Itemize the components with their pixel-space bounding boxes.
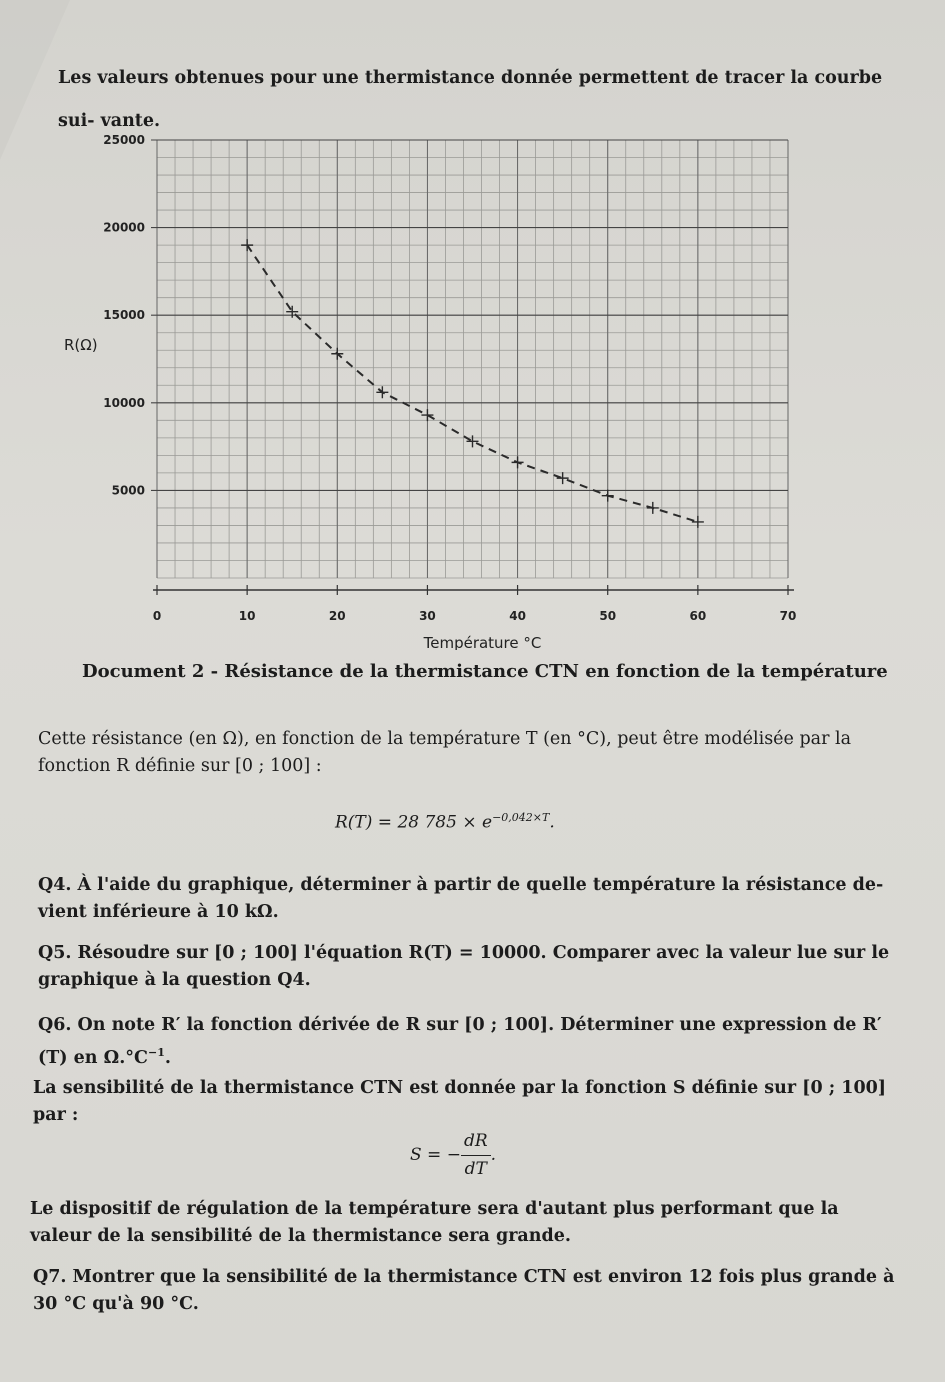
intro-text: Les valeurs obtenues pour une thermistance donnée permettent de tracer la courbe sui- vante. <box>58 68 883 131</box>
model-formula <box>335 804 555 837</box>
resistance-chart <box>50 120 810 650</box>
x-tick-label: 70 <box>779 609 797 623</box>
question-q6 <box>38 1012 898 1072</box>
y-tick-label: 25000 <box>103 133 145 147</box>
question-q5 <box>38 940 898 994</box>
series-line <box>247 245 698 522</box>
formula-lhs: R(T) = 28 785 × e <box>335 812 493 833</box>
x-tick-label: 50 <box>599 609 617 623</box>
q7-text: Montrer que la sensibilité de la thermistance CTN est environ 12 fois plus grande à 30 °C qu'à 90 °C. <box>33 1267 895 1314</box>
x-tick-label: 0 <box>152 609 162 623</box>
formula-exponent: −0,042×T <box>492 811 550 824</box>
x-tick-label: 20 <box>328 609 346 623</box>
sens-frac-num: dR <box>461 1128 491 1156</box>
chart-minor-grid <box>157 140 788 578</box>
q6-label: Q6. <box>38 1015 72 1035</box>
figure-caption: Document 2 - Résistance de la thermistance CTN en fonction de la température <box>82 661 888 682</box>
data-point <box>692 516 704 528</box>
q4-text: À l'aide du graphique, déterminer à partir de quelle température la résistance de- vient inférieure à 10 kΩ. <box>38 875 884 922</box>
data-point <box>647 502 659 514</box>
chart-ticks <box>103 133 796 623</box>
y-tick-label: 15000 <box>103 308 145 323</box>
x-tick-label: 40 <box>509 609 526 623</box>
sens-fraction <box>461 1128 491 1183</box>
data-point <box>376 386 388 398</box>
q6-text: On note R′ la fonction dérivée de R sur [0 ; 100]. Déterminer une expression de R′(T) en Ω.°C <box>38 1015 882 1068</box>
model-text: Cette résistance (en Ω), en fonction de la température T (en °C), peut être modélisée par la fonction R définie sur [0 ; 100] : <box>38 729 852 776</box>
data-point <box>557 472 569 484</box>
sens-frac-den: dT <box>464 1159 487 1179</box>
data-point <box>467 435 479 447</box>
sens-lhs: S = − <box>410 1145 461 1165</box>
q4-label: Q4. <box>38 875 72 895</box>
data-point <box>241 239 253 251</box>
data-point <box>512 456 524 468</box>
q6-end: . <box>164 1047 171 1068</box>
q6-unit-exponent: −1 <box>147 1046 165 1059</box>
chart-series <box>241 239 704 528</box>
q5-label: Q5. <box>38 943 72 963</box>
x-tick-label: 30 <box>419 609 436 623</box>
question-q4 <box>38 872 898 926</box>
y-tick-label: 10000 <box>103 395 145 410</box>
regulation-text: Le dispositif de régulation de la température sera d'autant plus performant que la valeur de la sensibilité de la thermistance sera grande. <box>30 1199 839 1246</box>
sens-end: . <box>490 1145 497 1165</box>
x-tick-label: 10 <box>238 609 256 623</box>
sensitivity-formula <box>410 1128 496 1183</box>
y-tick-label: 5000 <box>111 483 145 498</box>
formula-end: . <box>549 812 555 833</box>
data-point <box>602 490 614 502</box>
chart-x-label: Température °C <box>423 634 542 650</box>
chart-major-grid <box>151 140 788 578</box>
q5-text: Résoudre sur [0 ; 100] l'équation R(T) = 10000. Comparer avec la valeur lue sur le graphique à la question Q4. <box>38 943 890 990</box>
q7-label: Q7. <box>33 1267 67 1287</box>
question-q7 <box>33 1264 903 1318</box>
y-tick-label: 20000 <box>103 220 145 235</box>
sensitivity-text: La sensibilité de la thermistance CTN est donnée par la fonction S définie sur [0 ; 100] par : <box>33 1078 887 1125</box>
chart-y-label: R(Ω) <box>64 336 98 355</box>
data-point <box>421 409 433 421</box>
x-tick-label: 60 <box>689 609 707 623</box>
